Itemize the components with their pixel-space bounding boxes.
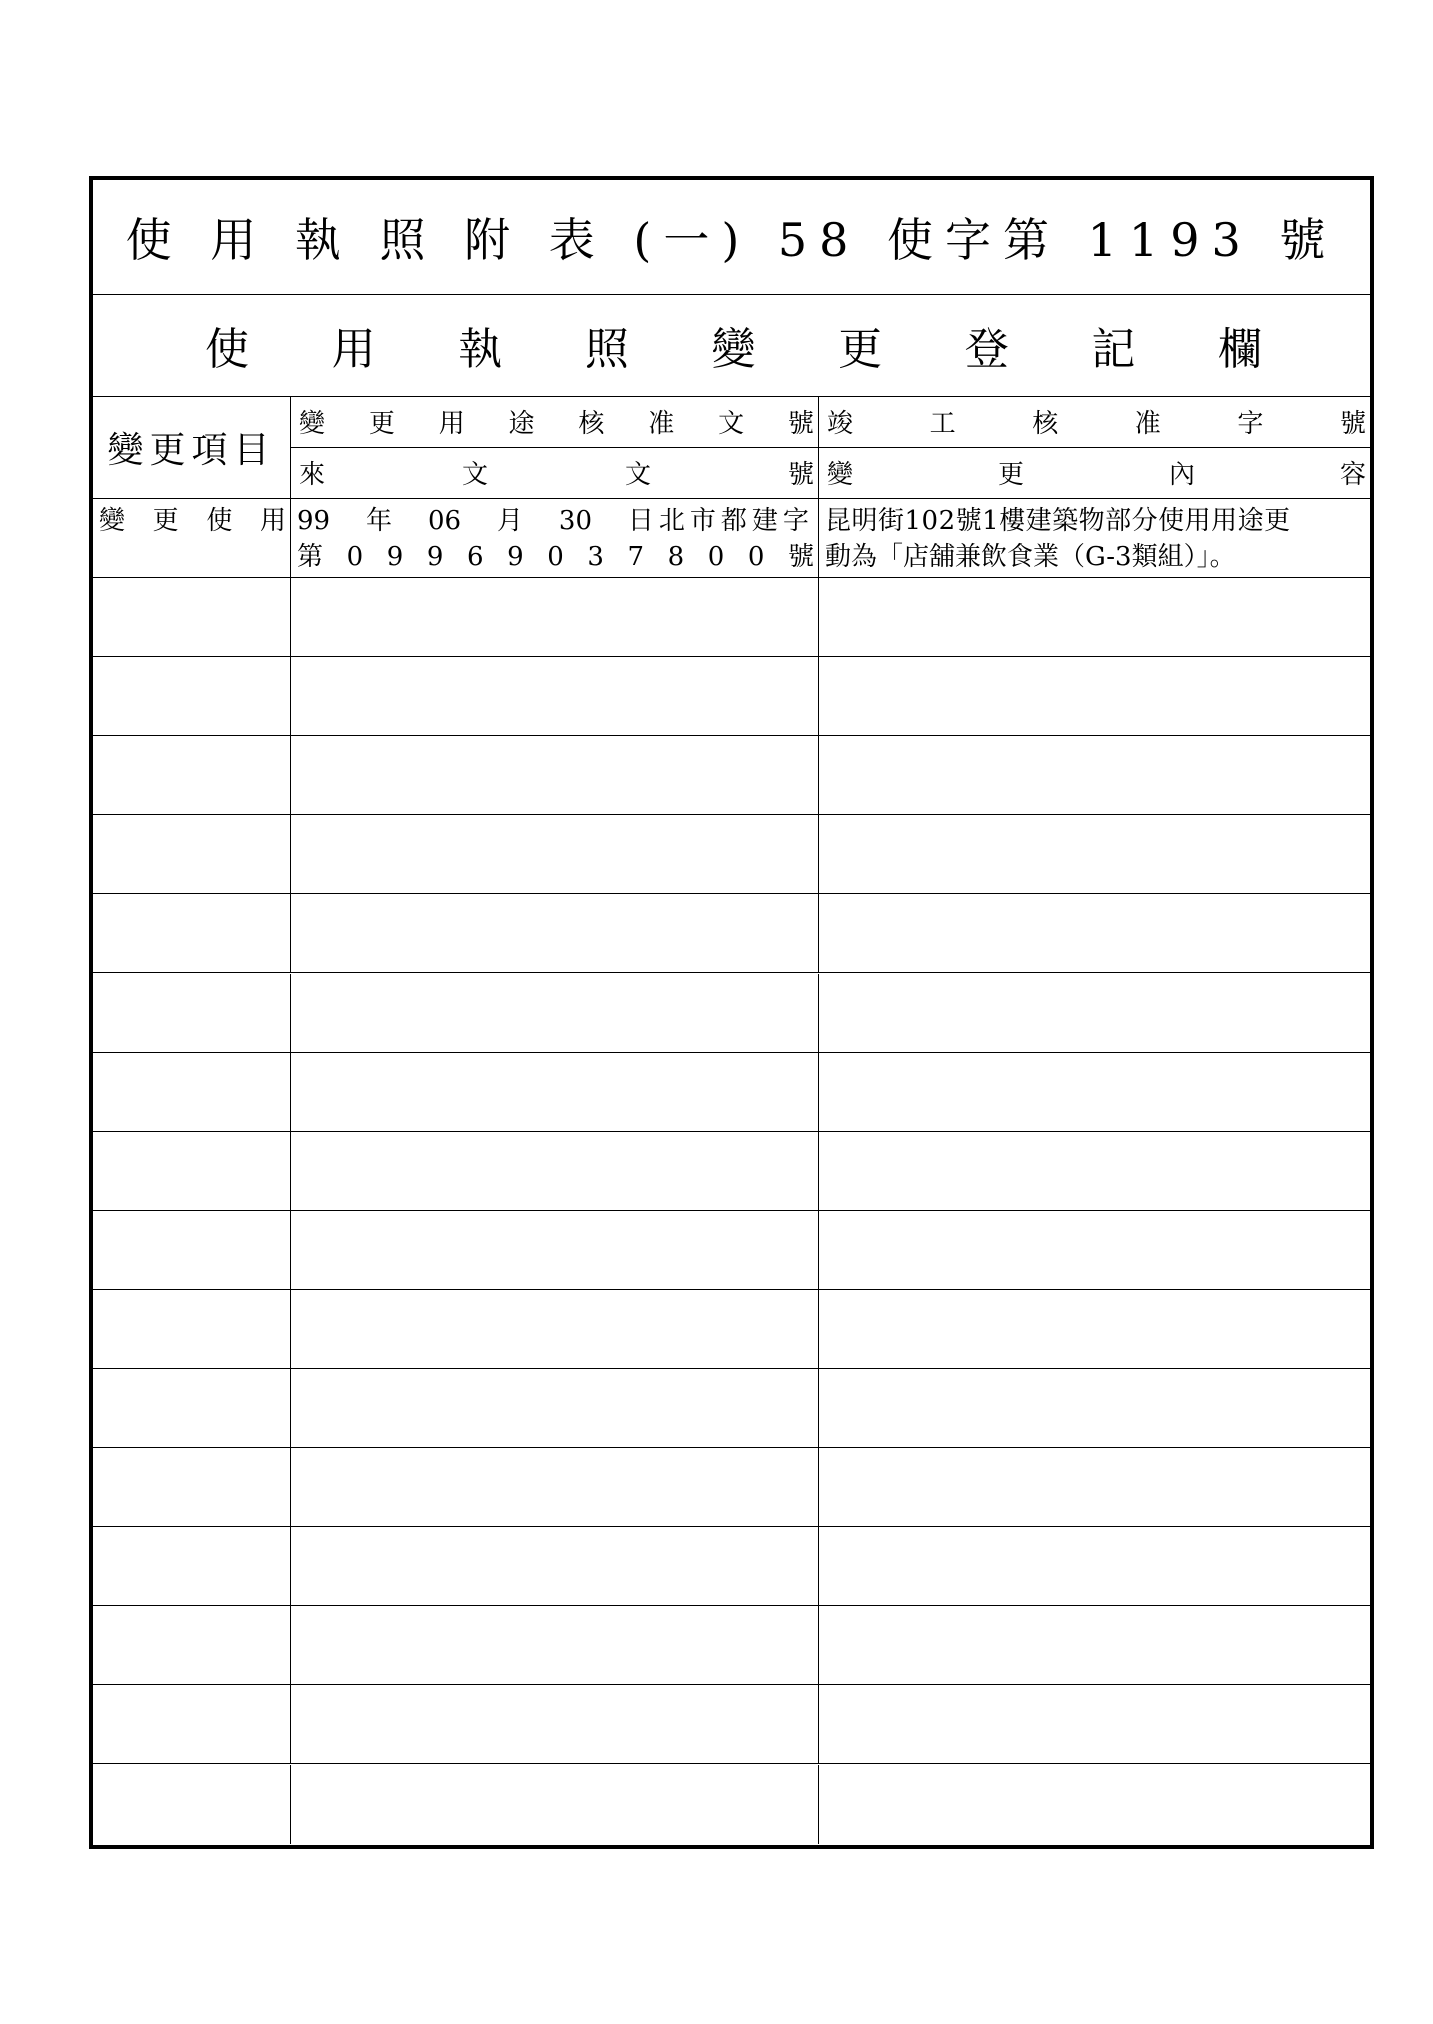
item-char: 變	[99, 506, 126, 536]
header-item-cell	[93, 397, 291, 498]
content-cell	[819, 1211, 1370, 1289]
doc-part: 30	[558, 506, 592, 536]
header-document-cell	[291, 397, 819, 498]
document-cell	[291, 974, 819, 1052]
item-cell	[93, 1211, 291, 1289]
header-char: 核	[1032, 409, 1059, 440]
header-char: 准	[1134, 409, 1161, 440]
item-char: 更	[152, 506, 179, 536]
item-cell	[93, 894, 291, 972]
doc-part: 9	[426, 542, 444, 572]
doc-part: 8	[667, 542, 685, 572]
content-cell	[819, 1132, 1370, 1210]
header-char: 工	[929, 409, 956, 440]
header-item-label: 變更項目	[107, 430, 276, 471]
header-char: 用	[438, 409, 465, 440]
document-cell	[291, 1132, 819, 1210]
content-cell	[819, 894, 1370, 972]
header-char: 准	[648, 409, 675, 440]
table-row	[93, 736, 1370, 815]
table-row	[93, 578, 1370, 657]
header-approval-number	[291, 397, 818, 448]
item-char: 用	[259, 506, 286, 536]
document-cell	[291, 1369, 819, 1447]
doc-part: 0	[747, 542, 765, 572]
content-cell	[819, 1053, 1370, 1131]
document-cell	[291, 1211, 819, 1289]
header-char: 文	[718, 409, 745, 440]
item-cell	[93, 1527, 291, 1605]
document-cell	[291, 736, 819, 814]
doc-part: 0	[707, 542, 725, 572]
doc-part: 3	[587, 542, 604, 572]
header-char: 內	[1168, 460, 1195, 491]
table-row	[93, 974, 1370, 1053]
content-cell	[819, 815, 1370, 893]
document-cell	[291, 1765, 819, 1844]
entry-item	[93, 499, 290, 539]
entry-document-line-1	[291, 499, 818, 539]
content-cell	[819, 1448, 1370, 1526]
table-row	[93, 1053, 1370, 1132]
entry-content-line-2: 動為「店舖兼飲食業（G-3類組）」。	[825, 542, 1236, 572]
doc-part: 9	[507, 542, 524, 572]
document-cell	[291, 894, 819, 972]
doc-part: 日北市都建字	[627, 506, 814, 536]
entry-item-cell	[93, 499, 291, 577]
content-cell	[819, 736, 1370, 814]
item-cell	[93, 1765, 291, 1844]
doc-part: 9	[386, 542, 404, 572]
page-title	[93, 180, 1370, 295]
title-text: 使 用 執 照 附 表 (一) 58 使字第 1193 號	[125, 213, 1338, 267]
content-cell	[819, 1290, 1370, 1368]
item-cell	[93, 1053, 291, 1131]
doc-part: 7	[627, 542, 645, 572]
item-cell	[93, 736, 291, 814]
header-char: 核	[578, 409, 605, 440]
doc-part: 年	[366, 506, 393, 536]
item-cell	[93, 1369, 291, 1447]
doc-part: 06	[427, 506, 462, 536]
header-char: 號	[1339, 409, 1366, 440]
document-cell	[291, 1053, 819, 1131]
doc-part: 0	[346, 542, 364, 572]
entry-content-line-1: 昆明街102號1樓建築物部分使用用途更	[825, 506, 1291, 536]
document-cell	[291, 1290, 819, 1368]
header-char: 變	[827, 460, 854, 491]
table-row	[93, 1527, 1370, 1606]
header-char: 更	[997, 460, 1024, 491]
content-cell	[819, 578, 1370, 656]
item-cell	[93, 1132, 291, 1210]
document-cell	[291, 1606, 819, 1684]
subtitle-char: 登	[964, 324, 1009, 375]
item-char: 使	[206, 506, 233, 536]
document-cell	[291, 578, 819, 656]
table-row	[93, 499, 1370, 578]
header-char: 字	[1237, 409, 1264, 440]
entry-content-cell	[819, 499, 1370, 577]
subtitle-char: 照	[584, 324, 629, 375]
section-title	[93, 294, 1370, 397]
item-cell	[93, 578, 291, 656]
table-row	[93, 1606, 1370, 1685]
document-cell	[291, 1685, 819, 1763]
table-row	[93, 815, 1370, 894]
table-row	[93, 1765, 1370, 1844]
table-row	[93, 1448, 1370, 1527]
table-row	[93, 1132, 1370, 1211]
subtitle-char: 用	[331, 324, 376, 375]
table-row	[93, 1211, 1370, 1290]
content-cell	[819, 657, 1370, 735]
content-cell	[819, 1765, 1370, 1844]
header-char: 號	[787, 460, 814, 491]
subtitle-char: 欄	[1218, 324, 1262, 375]
header-row	[93, 397, 1370, 499]
header-char: 文	[624, 460, 651, 491]
document-cell	[291, 1448, 819, 1526]
table-row	[93, 1290, 1370, 1369]
table-row	[93, 894, 1370, 973]
doc-part: 6	[466, 542, 484, 572]
document-cell	[291, 815, 819, 893]
header-char: 變	[299, 409, 326, 440]
content-cell	[819, 1369, 1370, 1447]
content-cell	[819, 974, 1370, 1052]
document-cell	[291, 657, 819, 735]
item-cell	[93, 1606, 291, 1684]
item-cell	[93, 1448, 291, 1526]
table-row	[93, 1369, 1370, 1448]
content-cell	[819, 1685, 1370, 1763]
item-cell	[93, 1290, 291, 1368]
header-char: 來	[299, 460, 326, 491]
table-row	[93, 1685, 1370, 1764]
header-char: 號	[787, 409, 814, 440]
content-cell	[819, 1606, 1370, 1684]
subtitle-char: 變	[711, 324, 756, 375]
doc-part: 號	[787, 542, 814, 572]
doc-part: 第	[297, 542, 324, 572]
doc-part: 99	[297, 506, 331, 536]
permit-table	[89, 176, 1374, 1849]
header-char: 更	[368, 409, 395, 440]
item-cell	[93, 974, 291, 1052]
entry-document-line-2	[291, 539, 818, 575]
header-char: 竣	[827, 409, 854, 440]
item-cell	[93, 657, 291, 735]
table-row	[93, 657, 1370, 736]
item-cell	[93, 815, 291, 893]
content-cell	[819, 1527, 1370, 1605]
header-char: 文	[461, 460, 488, 491]
header-content-cell	[819, 397, 1370, 498]
header-incoming-number	[291, 448, 818, 499]
doc-part: 月	[496, 506, 523, 536]
header-char: 容	[1339, 460, 1366, 491]
document-cell	[291, 1527, 819, 1605]
header-char: 途	[508, 409, 535, 440]
subtitle-char: 執	[458, 324, 503, 375]
header-change-content	[819, 448, 1370, 499]
subtitle-char: 更	[838, 324, 883, 375]
subtitle-char: 使	[205, 324, 249, 375]
item-cell	[93, 1685, 291, 1763]
header-completion-number	[819, 397, 1370, 448]
doc-part: 0	[547, 542, 564, 572]
subtitle-char: 記	[1091, 324, 1136, 375]
entry-document-cell	[291, 499, 819, 577]
